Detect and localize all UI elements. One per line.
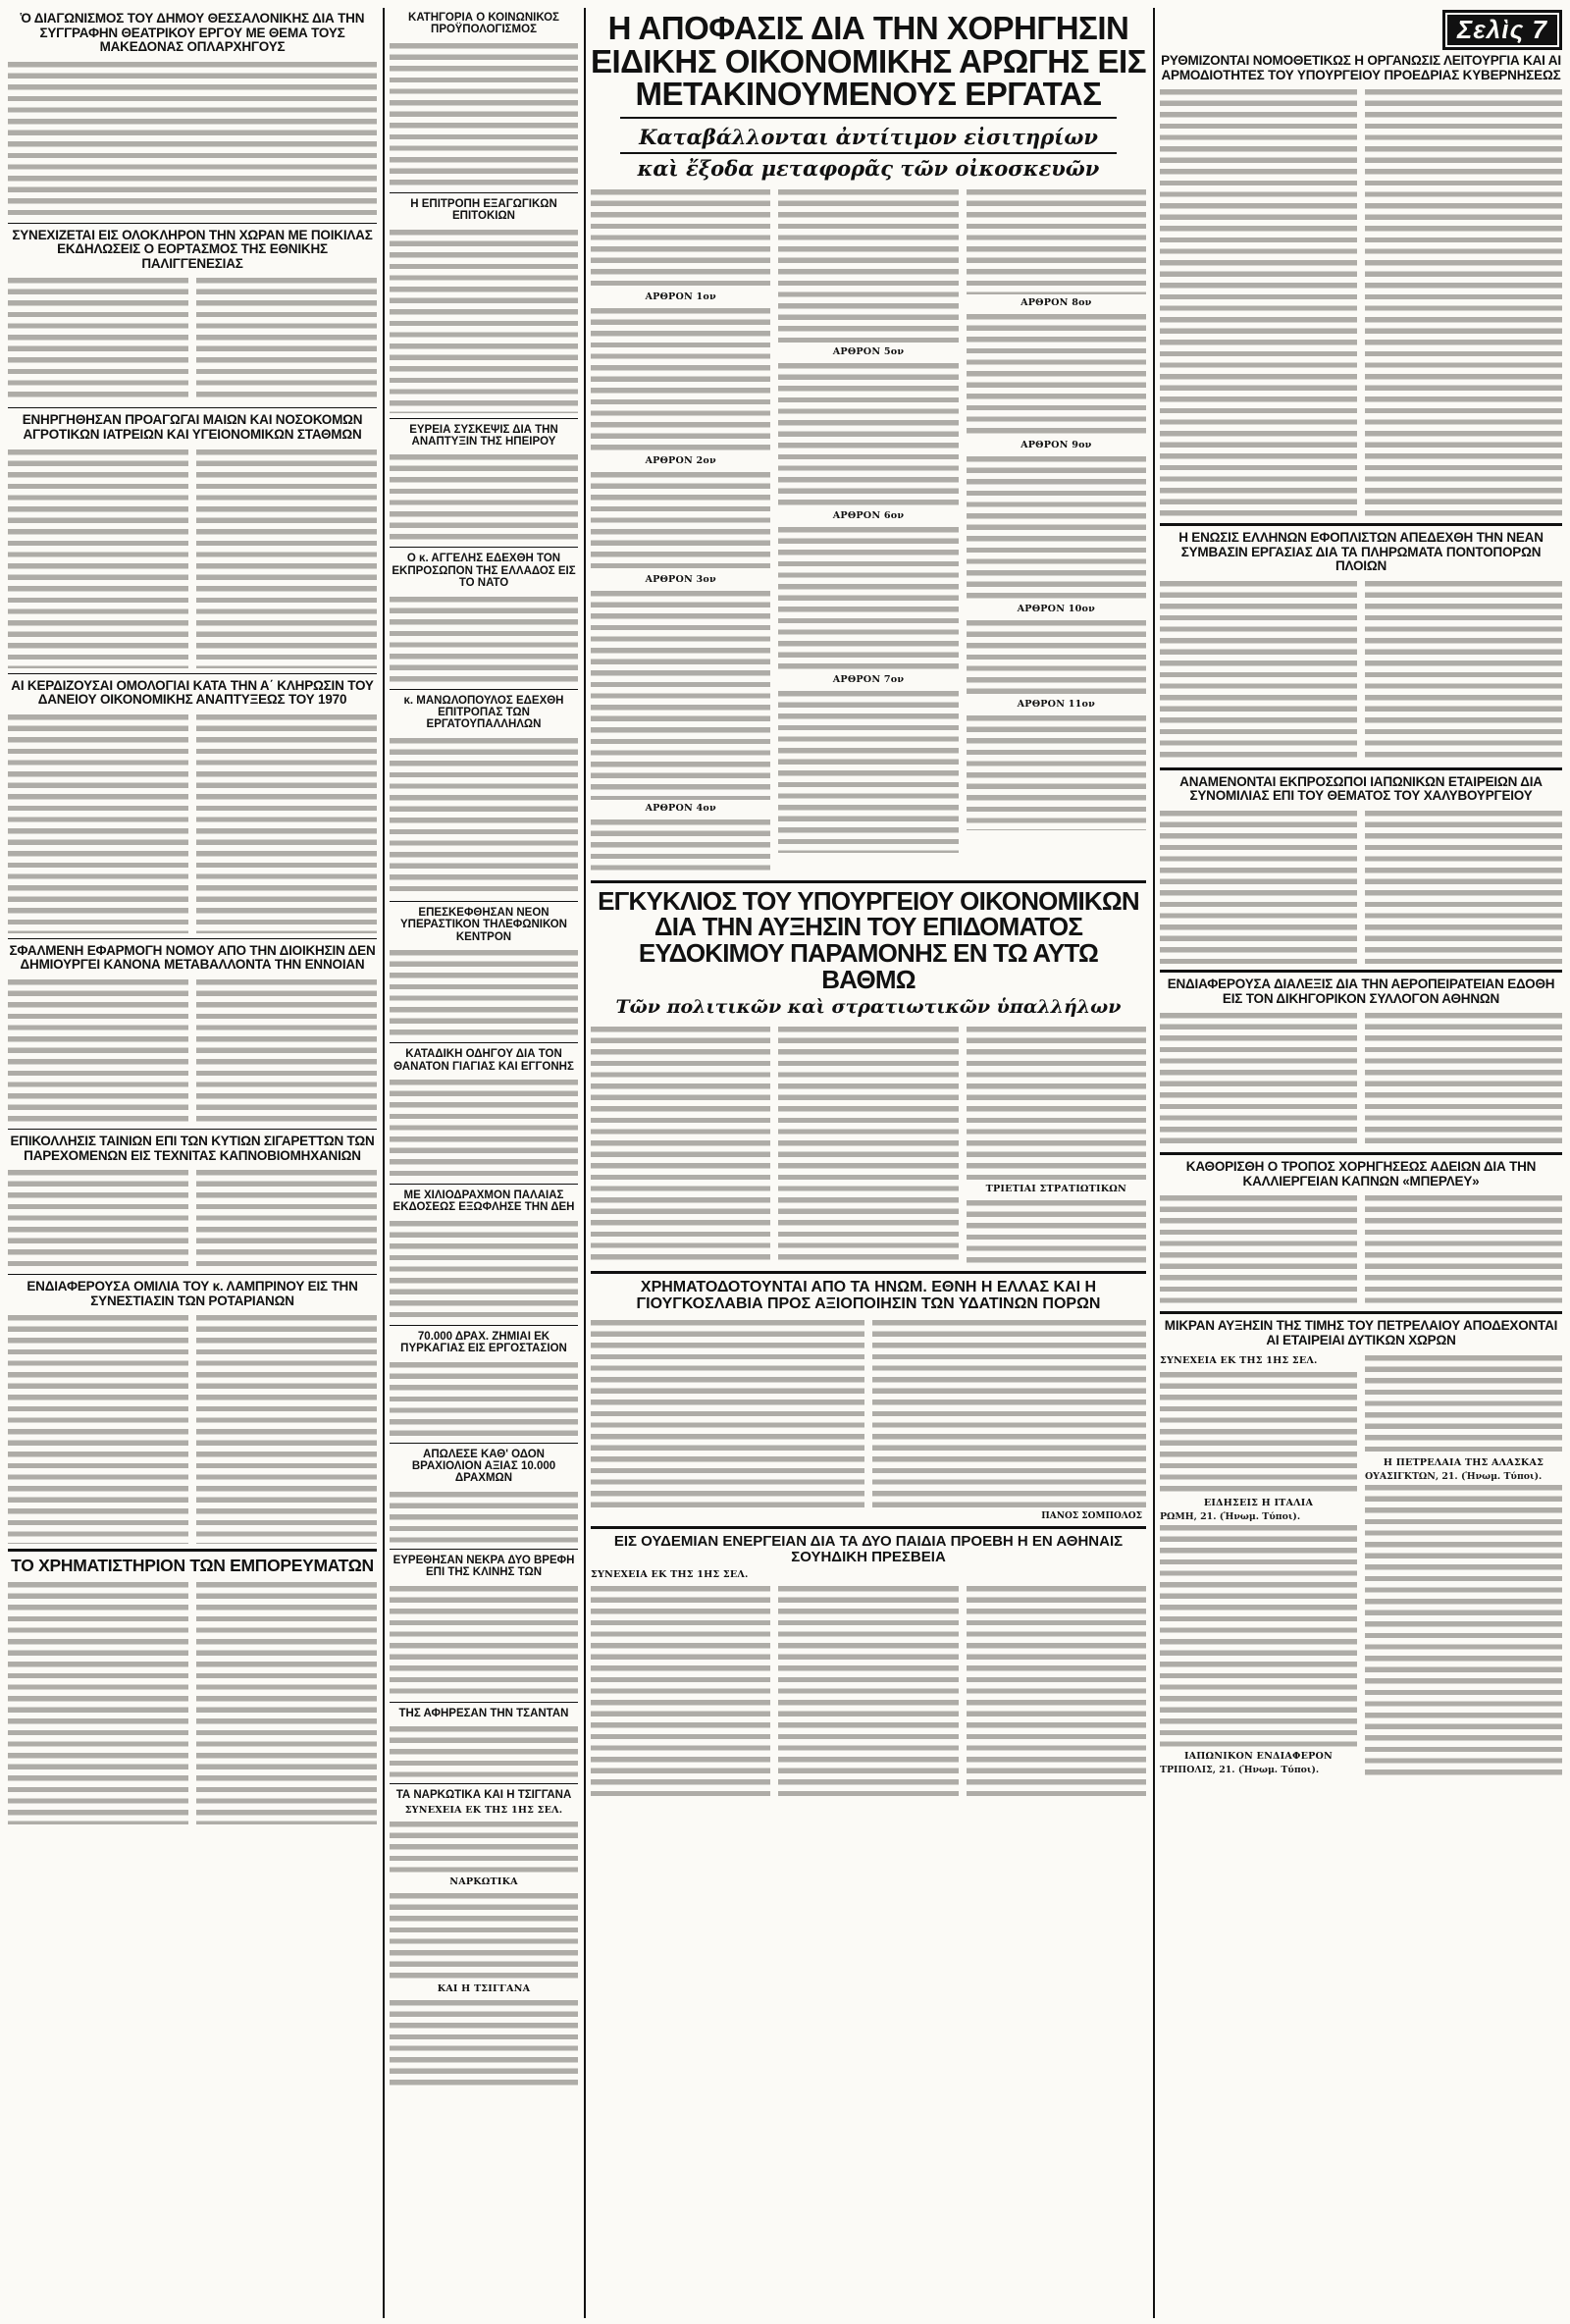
lead-deck: Καταβάλλονται ἀντίτιμον εἰσιτηρίων	[620, 125, 1117, 154]
article-heading: ΑΡΘΡΟΝ 1ον	[645, 290, 716, 302]
article-body	[591, 817, 770, 875]
column-1	[8, 10, 377, 2318]
article-body	[1365, 86, 1562, 518]
article-body	[8, 275, 188, 402]
continuation-label: ΣΥΝΕΧΕΙΑ ΕΚ ΤΗΣ 1ΗΣ ΣΕΛ.	[591, 1568, 749, 1580]
article-swedish-embassy	[591, 1534, 1146, 1801]
article-heading: ΑΡΘΡΟΝ 8ον	[1020, 296, 1092, 308]
article-body	[778, 1583, 958, 1801]
column-rule	[584, 8, 586, 2318]
article-body	[591, 305, 770, 452]
article-commodity-exchange	[8, 1557, 377, 1824]
divider	[8, 673, 377, 674]
divider	[591, 880, 1146, 883]
article-body	[390, 947, 578, 1037]
article-national-holiday	[8, 229, 377, 403]
article-body	[967, 311, 1146, 437]
article-body	[778, 524, 958, 671]
headline: ΕΠΕΣΚΕΦΘΗΣΑΝ ΝΕΟΝ ΥΠΕΡΑΣΤΙΚΟΝ ΤΗΛΕΦΩΝΙΚΟΝ ΚΕΝΤΡΟΝ	[400, 906, 567, 943]
article-body	[8, 977, 188, 1124]
article-body	[8, 712, 188, 933]
article-body	[1160, 86, 1357, 518]
article-presidency-ministry	[1160, 54, 1562, 518]
lead-deck: καὶ ἔξοδα μεταφορᾶς τῶν οἰκοσκευῶν	[637, 155, 1100, 181]
article-body	[8, 447, 188, 668]
divider	[390, 1325, 578, 1326]
article-japanese-steel	[1160, 775, 1562, 965]
headline: Η ΕΠΙΤΡΟΠΗ ΕΞΑΓΩΓΙΚΩΝ ΕΠΙΤΟΚΙΩΝ	[410, 197, 557, 223]
article-body	[967, 617, 1146, 696]
article-body	[1365, 808, 1562, 965]
headline: ΡΥΘΜΙΖΟΝΤΑΙ ΝΟΜΟΘΕΤΙΚΩΣ Η ΟΡΓΑΝΩΣΙΣ ΛΕΙΤΟΥΡΓΙΑ ΚΑΙ ΑΙ ΑΡΜΟΔΙΟΤΗΤΕΣ ΤΟΥ ΥΠΟΥΡΓΕΙΟΥ ΠΡΟΕΔΡΙΑΣ ΚΥΒΕΡΝΗΣΕΩΣ	[1161, 53, 1561, 82]
column-3	[591, 10, 1146, 2318]
headline: ΑΝΑΜΕΝΟΝΤΑΙ ΕΚΠΡΟΣΩΠΟΙ ΙΑΠΩΝΙΚΩΝ ΕΤΑΙΡΕΙΩΝ ΔΙΑ ΣΥΝΟΜΙΛΙΑΣ ΕΠΙ ΤΟΥ ΘΕΜΑΤΟΣ ΤΟΥ ΧΑΛΥΒΟΥΡΓΕΙΟΥ	[1179, 773, 1543, 804]
headline: ΕΥΡΕΘΗΣΑΝ ΝΕΚΡΑ ΔΥΟ ΒΡΕΦΗ ΕΠΙ ΤΗΣ ΚΛΙΝΗΣ ΤΩΝ	[392, 1554, 575, 1579]
column-2	[390, 10, 578, 2318]
divider	[1160, 767, 1562, 770]
divider	[591, 1526, 1146, 1529]
article-heading: ΑΡΘΡΟΝ 11ον	[1017, 698, 1095, 710]
byline: ΠΑΝΟΣ ΣΟΜΠΟΛΟΣ	[1041, 1510, 1142, 1521]
article-body	[8, 1167, 188, 1269]
article-heading: ΑΡΘΡΟΝ 3ον	[645, 573, 716, 585]
divider	[8, 407, 377, 408]
article-body	[390, 1218, 578, 1320]
headline: ΧΡΗΜΑΤΟΔΟΤΟΥΝΤΑΙ ΑΠΟ ΤΑ ΗΝΩΜ. ΕΘΝΗ Η ΕΛΛΑΣ ΚΑΙ Η ΓΙΟΥΓΚΟΣΛΑΒΙΑ ΠΡΟΣ ΑΞΙΟΠΟΙΗΣΙΝ ΤΩΝ ΥΔΑΤΙΝΩΝ ΠΟΡΩΝ	[636, 1279, 1101, 1313]
article-nurses-promotions	[8, 413, 377, 667]
article-shipowners-contract	[1160, 531, 1562, 763]
article-body	[390, 594, 578, 684]
headline: ΑΠΩΛΕΣΕ ΚΑΘ' ΟΔΟΝ ΒΡΑΧΙΟΛΙΟΝ ΑΞΙΑΣ 10.000 ΔΡΑΧΜΩΝ	[411, 1448, 556, 1485]
article-body	[1160, 1192, 1357, 1306]
divider	[8, 938, 377, 939]
article-body	[1160, 578, 1357, 763]
lead-headline: Η ΑΠΟΦΑΣΙΣ ΔΙΑ ΤΗΝ ΧΟΡΗΓΗΣΙΝ ΕΙΔΙΚΗΣ ΟΙΚΟΝΟΜΙΚΗΣ ΑΡΩΓΗΣ ΕΙΣ ΜΕΤΑΚΙΝΟΥΜΕΝΟΥΣ ΕΡΓΑΤΑΣ	[591, 10, 1146, 113]
headline: ΕΝΗΡΓΗΘΗΣΑΝ ΠΡΟΑΓΩΓΑΙ ΜΑΙΩΝ ΚΑΙ ΝΟΣΟΚΟΜΩΝ ΑΓΡΟΤΙΚΩΝ ΙΑΤΡΕΙΩΝ ΚΑΙ ΥΓΕΙΟΝΟΜΙΚΩΝ ΣΤΑΘΜΩΝ	[22, 412, 363, 443]
article-body	[390, 1359, 578, 1438]
article-body	[591, 1317, 864, 1509]
subhead: ΝΑΡΚΩΤΙΚΑ	[449, 1876, 518, 1888]
headline: ΜΕ ΧΙΛΙΟΔΡΑΧΜΟΝ ΠΑΛΑΙΑΣ ΕΚΔΟΣΕΩΣ ΕΞΩΦΛΗΣΕ ΤΗΝ ΔΕΗ	[392, 1188, 575, 1214]
article-hijacking-lecture	[1160, 977, 1562, 1147]
article-body	[967, 713, 1146, 830]
article-bond-lottery	[8, 679, 377, 933]
lead-article	[591, 12, 1146, 875]
headline: ΤΑ ΝΑΡΚΩΤΙΚΑ ΚΑΙ Η ΤΣΙΓΓΑΝΑ	[395, 1788, 572, 1801]
article-body	[967, 453, 1146, 601]
article-body	[390, 1723, 578, 1778]
article-body	[1365, 578, 1562, 763]
article-body	[390, 1819, 578, 1874]
article-body	[196, 1312, 377, 1544]
headline: Ὁ ΔΙΑΓΩΝΙΣΜΟΣ ΤΟΥ ΔΗΜΟΥ ΘΕΣΣΑΛΟΝΙΚΗΣ ΔΙΑ ΤΗΝ ΣΥΓΓΡΑΦΗΝ ΘΕΑΤΡΙΚΟΥ ΕΡΓΟΥ ΜΕ ΘΕΜΑ ΤΟΥΣ ΜΑΚΕΔΟΝΑΣ ΟΠΛΑΡΧΗΓΟΥΣ	[20, 11, 365, 55]
article-body	[591, 1024, 770, 1265]
subhead: ΤΡΙΕΤΙΑΙ ΣΤΡΑΤΙΩΤΙΚΩΝ	[985, 1184, 1126, 1195]
article-body	[1160, 1010, 1357, 1147]
article-body	[390, 451, 578, 542]
dateline: ΤΡΙΠΟΛΙΣ, 21. (Ἡνωμ. Τύποι).	[1160, 1765, 1320, 1776]
article-body	[390, 1077, 578, 1179]
article-body	[778, 1024, 958, 1265]
article-body	[196, 1579, 377, 1824]
page-number-badge	[1160, 10, 1562, 50]
article-body	[8, 1312, 188, 1544]
divider	[1160, 1152, 1562, 1155]
deck: Τῶν πολιτικῶν καὶ στρατιωτικῶν ὑπαλλήλων	[615, 996, 1122, 1019]
article-heading: ΑΡΘΡΟΝ 6ον	[832, 509, 905, 521]
divider	[390, 192, 578, 193]
divider	[8, 223, 377, 224]
article-body	[390, 227, 578, 413]
article-body	[591, 469, 770, 571]
headline: ΚΑΤΑΔΙΚΗ ΟΔΗΓΟΥ ΔΙΑ ΤΟΝ ΘΑΝΑΤΟΝ ΓΙΑΓΙΑΣ ΚΑΙ ΕΓΓΟΝΗΣ	[393, 1048, 574, 1073]
article-body	[778, 360, 958, 507]
headline: ΕΥΡΕΙΑ ΣΥΣΚΕΨΙΣ ΔΙΑ ΤΗΝ ΑΝΑΠΤΥΞΙΝ ΤΗΣ ΗΠΕΙΡΟΥ	[409, 423, 558, 449]
headline: ΤΟ ΧΡΗΜΑΤΙΣΤΗΡΙΟΝ ΤΩΝ ΕΜΠΟΡΕΥΜΑΤΩΝ	[11, 1556, 374, 1576]
divider	[8, 1549, 377, 1552]
article-body	[390, 735, 578, 896]
article-body	[1365, 1352, 1562, 1454]
headline: ΤΗΣ ΑΦΗΡΕΣΑΝ ΤΗΝ ΤΣΑΝΤΑΝ	[398, 1707, 569, 1719]
page-number-logo: Σελὶς 7	[1442, 10, 1562, 50]
headline: ΜΙΚΡΑΝ ΑΥΞΗΣΙΝ ΤΗΣ ΤΙΜΗΣ ΤΟΥ ΠΕΤΡΕΛΑΙΟΥ ΑΠΟΔΕΧΟΝΤΑΙ ΑΙ ΕΤΑΙΡΕΙΑΙ ΔΥΤΙΚΩΝ ΧΩΡΩΝ	[1164, 1318, 1558, 1347]
divider	[390, 1042, 578, 1043]
divider	[390, 1702, 578, 1703]
column-4	[1160, 10, 1562, 2318]
divider	[8, 1129, 377, 1130]
article-body	[967, 186, 1146, 294]
headline: Η ΕΝΩΣΙΣ ΕΛΛΗΝΩΝ ΕΦΟΠΛΙΣΤΩΝ ΑΠΕΔΕΧΘΗ ΤΗΝ ΝΕΑΝ ΣΥΜΒΑΣΙΝ ΕΡΓΑΣΙΑΣ ΔΙΑ ΤΑ ΠΛΗΡΩΜΑΤΑ ΠΟΝΤΟΠΟΡΩΝ ΠΛΟΙΩΝ	[1178, 530, 1544, 574]
article-body	[390, 40, 578, 187]
divider	[1160, 970, 1562, 973]
divider	[390, 1443, 578, 1444]
subhead: ΚΑΙ Η ΤΣΙΓΓΑΝΑ	[437, 1983, 531, 1995]
subhead: Η ΠΕΤΡΕΛΑΙΑ ΤΗΣ ΑΛΑΣΚΑΣ	[1383, 1456, 1544, 1468]
article-body	[390, 1489, 578, 1544]
article-oil-price	[1160, 1319, 1562, 1776]
divider	[390, 547, 578, 548]
article-heading: ΑΡΘΡΟΝ 2ον	[645, 454, 716, 466]
article-burley-tobacco	[1160, 1160, 1562, 1306]
article-body	[1160, 1522, 1357, 1748]
article-rotary-speech	[8, 1280, 377, 1544]
continuation-label: ΣΥΝΕΧΕΙΑ ΕΚ ΤΗΣ 1ΗΣ ΣΕΛ.	[404, 1805, 563, 1817]
article-un-financing	[591, 1279, 1146, 1521]
article-body	[778, 186, 958, 343]
article-body	[778, 688, 958, 853]
divider	[390, 418, 578, 419]
article-body	[872, 1317, 1146, 1509]
article-body	[967, 1024, 1146, 1181]
headline: ΕΓΚΥΚΛΙΟΣ ΤΟΥ ΥΠΟΥΡΓΕΙΟΥ ΟΙΚΟΝΟΜΙΚΩΝ ΔΙΑ ΤΗΝ ΑΥΞΗΣΙΝ ΤΟΥ ΕΠΙΔΟΜΑΤΟΣ ΕΥΔΟΚΙΜΟΥ ΠΑΡΑΜΟΝΗΣ ΕΝ ΤΩ ΑΥΤΩ ΒΑΘΜΩ	[598, 885, 1139, 994]
headline: ΕΝΔΙΑΦΕΡΟΥΣΑ ΟΜΙΛΙΑ ΤΟΥ κ. ΛΑΜΠΡΙΝΟΥ ΕΙΣ ΤΗΝ ΣΥΝΕΣΤΙΑΣΙΝ ΤΩΝ ΡΟΤΑΡΙΑΝΩΝ	[26, 1279, 358, 1308]
divider	[1160, 1311, 1562, 1314]
article-allowance-circular	[591, 885, 1146, 1266]
article-heading: ΑΡΘΡΟΝ 10ον	[1017, 603, 1095, 614]
article-body	[967, 1583, 1146, 1801]
article-cigarette-tapes	[8, 1135, 377, 1269]
article-body	[390, 1890, 578, 1981]
article-body	[591, 186, 770, 289]
article-body	[1365, 1010, 1562, 1147]
dateline: ΡΩΜΗ, 21. (Ἡνωμ. Τύποι).	[1160, 1510, 1301, 1522]
article-law-application	[8, 944, 377, 1124]
article-body	[8, 59, 377, 218]
article-body	[591, 1583, 770, 1801]
subhead: ΙΑΠΩΝΙΚΟΝ ΕΝΔΙΑΦΕΡΟΝ	[1183, 1751, 1334, 1763]
article-body	[196, 712, 377, 933]
headline: ΕΠΙΚΟΛΛΗΣΙΣ ΤΑΙΝΙΩΝ ΕΠΙ ΤΩΝ ΚΥΤΙΩΝ ΣΙΓΑΡΕΤΤΩΝ ΤΩΝ ΠΑΡΕΧΟΜΕΝΩΝ ΕΙΣ ΤΕΧΝΙΤΑΣ ΚΑΠΝΟΒΙΟΜΗΧΑΝΙΩΝ	[10, 1133, 375, 1163]
article-body	[196, 275, 377, 402]
divider	[390, 901, 578, 902]
headline: ΕΙΣ ΟΥΔΕΜΙΑΝ ΕΝΕΡΓΕΙΑΝ ΔΙΑ ΤΑ ΔΥΟ ΠΑΙΔΙΑ ΠΡΟΕΒΗ Η ΕΝ ΑΘΗΝΑΙΣ ΣΟΥΗΔΙΚΗ ΠΡΕΣΒΕΙΑ	[613, 1532, 1124, 1565]
divider	[390, 689, 578, 690]
article-body	[196, 447, 377, 668]
article-body	[1365, 1482, 1562, 1776]
article-body	[196, 1167, 377, 1269]
article-heading: ΑΡΘΡΟΝ 7ον	[832, 673, 905, 685]
article-body	[390, 1583, 578, 1697]
divider	[390, 1783, 578, 1784]
continuation-label: ΣΥΝΕΧΕΙΑ ΕΚ ΤΗΣ 1ΗΣ ΣΕΛ.	[1160, 1354, 1318, 1366]
article-body	[196, 977, 377, 1124]
headline: κ. ΜΑΝΩΛΟΠΟΥΛΟΣ ΕΔΕΧΘΗ ΕΠΙΤΡΟΠΑΣ ΤΩΝ ΕΡΓΑΤΟΥΠΑΛΛΗΛΩΝ	[403, 694, 564, 731]
divider	[390, 1184, 578, 1185]
headline: ΣΦΑΛΜΕΝΗ ΕΦΑΡΜΟΓΗ ΝΟΜΟΥ ΑΠΟ ΤΗΝ ΔΙΟΙΚΗΣΙΝ ΔΕΝ ΔΗΜΙΟΥΡΓΕΙ ΚΑΝΟΝΑ ΜΕΤΑΒΑΛΛΟΝΤΑ ΤΗΝ ΕΝΝΟΙΑΝ	[9, 942, 376, 973]
headline: ΕΝΔΙΑΦΕΡΟΥΣΑ ΔΙΑΛΕΞΙΣ ΔΙΑ ΤΗΝ ΑΕΡΟΠΕΙΡΑΤΕΙΑΝ ΕΔΟΘΗ ΕΙΣ ΤΟΝ ΔΙΚΗΓΟΡΙΚΟΝ ΣΥΛΛΟΓΟΝ ΑΘΗΝΩΝ	[1167, 977, 1555, 1006]
divider	[390, 1549, 578, 1550]
article-heading: ΑΡΘΡΟΝ 5ον	[832, 345, 905, 357]
article-theatre-contest	[8, 12, 377, 218]
article-body	[390, 1997, 578, 2086]
article-heading: ΑΡΘΡΟΝ 4ον	[645, 802, 716, 814]
article-body	[1160, 1369, 1357, 1495]
divider	[1160, 523, 1562, 526]
column-rule	[383, 8, 385, 2318]
headline: ΚΑΤΗΓΟΡΙΑ Ο ΚΟΙΝΩΝΙΚΟΣ ΠΡΟΫΠΟΛΟΓΙΣΜΟΣ	[408, 12, 559, 36]
dateline: ΟΥΑΣΙΓΚΤΩΝ, 21. (Ἡνωμ. Τύποι).	[1365, 1470, 1543, 1482]
column-rule	[1153, 8, 1155, 2318]
article-body	[8, 1579, 188, 1824]
divider	[620, 117, 1117, 119]
article-body	[591, 588, 770, 800]
article-body	[1160, 808, 1357, 965]
headline: ΚΑΘΟΡΙΣΘΗ Ο ΤΡΟΠΟΣ ΧΟΡΗΓΗΣΕΩΣ ΑΔΕΙΩΝ ΔΙΑ ΤΗΝ ΚΑΛΛΙΕΡΓΕΙΑΝ ΚΑΠΝΩΝ «ΜΠΕΡΛΕΥ»	[1185, 1159, 1537, 1188]
headline: ΑΙ ΚΕΡΔΙΖΟΥΣΑΙ ΟΜΟΛΟΓΙΑΙ ΚΑΤΑ ΤΗΝ Α΄ ΚΛΗΡΩΣΙΝ ΤΟΥ ΔΑΝΕΙΟΥ ΟΙΚΟΝΟΜΙΚΗΣ ΑΝΑΠΤΥΞΕΩΣ ΤΟΥ 1970	[11, 677, 374, 708]
divider	[591, 1271, 1146, 1274]
subhead: ΕΙΔΗΣΕΙΣ Η ΙΤΑΛΙΑ	[1203, 1497, 1314, 1508]
headline: 70.000 ΔΡΑΧ. ΖΗΜΙΑΙ ΕΚ ΠΥΡΚΑΓΙΑΣ ΕΙΣ ΕΡΓΟΣΤΑΣΙΟΝ	[400, 1330, 567, 1355]
article-body	[1365, 1192, 1562, 1306]
article-heading: ΑΡΘΡΟΝ 9ον	[1020, 439, 1092, 450]
divider	[8, 1274, 377, 1275]
article-body	[967, 1197, 1146, 1266]
headline: Ο κ. ΑΓΓΕΛΗΣ ΕΔΕΧΘΗ ΤΟΝ ΕΚΠΡΟΣΩΠΟΝ ΤΗΣ ΕΛΛΑΔΟΣ ΕΙΣ ΤΟ ΝΑΤΟ	[392, 553, 576, 590]
headline: ΣΥΝΕΧΙΖΕΤΑΙ ΕΙΣ ΟΛΟΚΛΗΡΟΝ ΤΗΝ ΧΩΡΑΝ ΜΕ ΠΟΙΚΙΛΑΣ ΕΚΔΗΛΩΣΕΙΣ Ο ΕΟΡΤΑΣΜΟΣ ΤΗΣ ΕΘΝΙΚΗΣ ΠΑΛΙΓΓΕΝΕΣΙΑΣ	[12, 227, 373, 271]
